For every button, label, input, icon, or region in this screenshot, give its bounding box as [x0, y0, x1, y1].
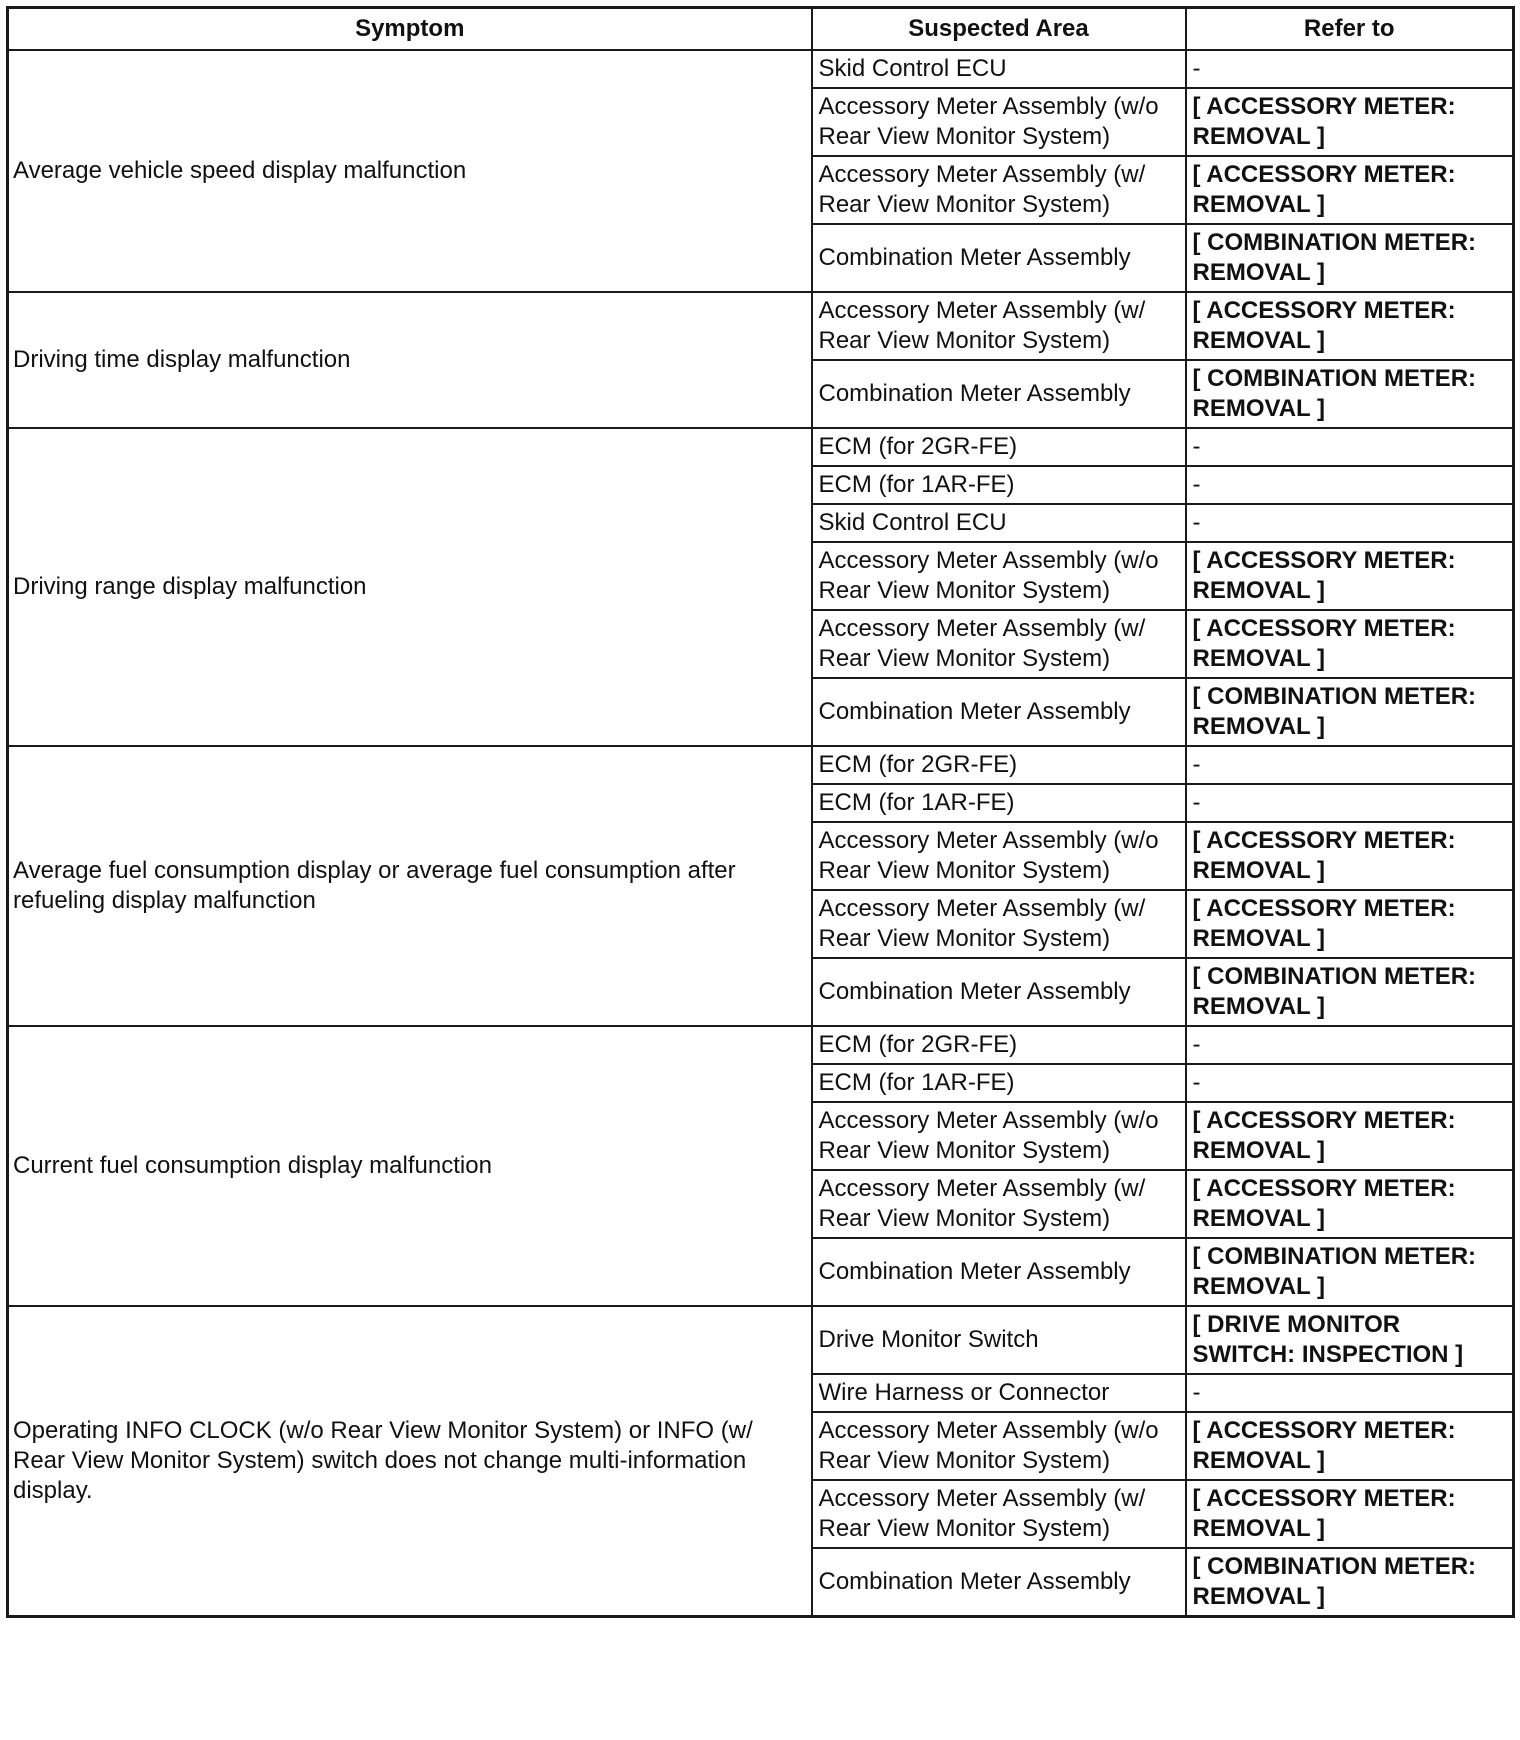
suspected-area-cell: Combination Meter Assembly — [812, 1238, 1186, 1306]
refer-to-link[interactable]: [ COMBINATION METER: REMOVAL ] — [1186, 958, 1514, 1026]
suspected-area-cell: Accessory Meter Assembly (w/ Rear View Monitor System) — [812, 1480, 1186, 1548]
suspected-area-cell: Accessory Meter Assembly (w/ Rear View Monitor System) — [812, 610, 1186, 678]
suspected-area-cell: ECM (for 2GR-FE) — [812, 746, 1186, 784]
symptom-cell: Average vehicle speed display malfunction — [8, 50, 812, 292]
refer-to-link[interactable]: [ ACCESSORY METER: REMOVAL ] — [1186, 156, 1514, 224]
refer-to-link[interactable]: [ DRIVE MONITOR SWITCH: INSPECTION ] — [1186, 1306, 1514, 1374]
refer-to-cell: - — [1186, 428, 1514, 466]
refer-to-link[interactable]: [ ACCESSORY METER: REMOVAL ] — [1186, 1102, 1514, 1170]
suspected-area-cell: ECM (for 2GR-FE) — [812, 1026, 1186, 1064]
refer-to-link[interactable]: [ COMBINATION METER: REMOVAL ] — [1186, 224, 1514, 292]
suspected-area-cell: Drive Monitor Switch — [812, 1306, 1186, 1374]
suspected-area-cell: Accessory Meter Assembly (w/ Rear View Monitor System) — [812, 156, 1186, 224]
table-row — [8, 428, 1514, 466]
refer-to-link[interactable]: [ COMBINATION METER: REMOVAL ] — [1186, 1548, 1514, 1617]
table-row — [8, 50, 1514, 88]
refer-to-link[interactable]: [ ACCESSORY METER: REMOVAL ] — [1186, 1412, 1514, 1480]
refer-to-cell: - — [1186, 784, 1514, 822]
symptom-cell: Average fuel consumption display or average fuel consumption after refueling display malfunction — [8, 746, 812, 1026]
suspected-area-cell: Accessory Meter Assembly (w/ Rear View Monitor System) — [812, 1170, 1186, 1238]
symptom-cell: Driving time display malfunction — [8, 292, 812, 428]
table-row — [8, 746, 1514, 784]
refer-to-cell: - — [1186, 50, 1514, 88]
suspected-area-cell: Combination Meter Assembly — [812, 1548, 1186, 1617]
refer-to-link[interactable]: [ ACCESSORY METER: REMOVAL ] — [1186, 1480, 1514, 1548]
diagnostic-table-container — [6, 6, 1512, 1618]
refer-to-link[interactable]: [ COMBINATION METER: REMOVAL ] — [1186, 678, 1514, 746]
symptom-cell: Current fuel consumption display malfunction — [8, 1026, 812, 1306]
suspected-area-cell: Accessory Meter Assembly (w/o Rear View Monitor System) — [812, 1102, 1186, 1170]
suspected-area-cell: Combination Meter Assembly — [812, 678, 1186, 746]
suspected-area-cell: ECM (for 1AR-FE) — [812, 1064, 1186, 1102]
refer-to-link[interactable]: [ ACCESSORY METER: REMOVAL ] — [1186, 292, 1514, 360]
suspected-area-cell: ECM (for 2GR-FE) — [812, 428, 1186, 466]
suspected-area-cell: Accessory Meter Assembly (w/o Rear View Monitor System) — [812, 1412, 1186, 1480]
header-row — [8, 8, 1514, 51]
refer-to-link[interactable]: [ COMBINATION METER: REMOVAL ] — [1186, 360, 1514, 428]
header-suspected-area: Suspected Area — [812, 8, 1186, 51]
refer-to-link[interactable]: [ ACCESSORY METER: REMOVAL ] — [1186, 88, 1514, 156]
refer-to-link[interactable]: [ ACCESSORY METER: REMOVAL ] — [1186, 542, 1514, 610]
refer-to-cell: - — [1186, 1374, 1514, 1412]
table-row — [8, 292, 1514, 360]
problem-symptoms-table — [6, 6, 1515, 1618]
suspected-area-cell: Combination Meter Assembly — [812, 224, 1186, 292]
refer-to-cell: - — [1186, 466, 1514, 504]
refer-to-cell: - — [1186, 1026, 1514, 1064]
suspected-area-cell: Wire Harness or Connector — [812, 1374, 1186, 1412]
suspected-area-cell: Accessory Meter Assembly (w/o Rear View Monitor System) — [812, 542, 1186, 610]
refer-to-cell: - — [1186, 1064, 1514, 1102]
table-row — [8, 1306, 1514, 1374]
refer-to-link[interactable]: [ ACCESSORY METER: REMOVAL ] — [1186, 890, 1514, 958]
table-row — [8, 1026, 1514, 1064]
suspected-area-cell: Accessory Meter Assembly (w/ Rear View Monitor System) — [812, 890, 1186, 958]
refer-to-link[interactable]: [ ACCESSORY METER: REMOVAL ] — [1186, 1170, 1514, 1238]
suspected-area-cell: ECM (for 1AR-FE) — [812, 784, 1186, 822]
refer-to-cell: - — [1186, 504, 1514, 542]
suspected-area-cell: Accessory Meter Assembly (w/o Rear View Monitor System) — [812, 822, 1186, 890]
refer-to-link[interactable]: [ ACCESSORY METER: REMOVAL ] — [1186, 610, 1514, 678]
table-body — [8, 50, 1514, 1617]
symptom-cell: Operating INFO CLOCK (w/o Rear View Monitor System) or INFO (w/ Rear View Monitor System) switch does not change multi-information display. — [8, 1306, 812, 1617]
refer-to-link[interactable]: [ COMBINATION METER: REMOVAL ] — [1186, 1238, 1514, 1306]
header-refer-to: Refer to — [1186, 8, 1514, 51]
symptom-cell: Driving range display malfunction — [8, 428, 812, 746]
suspected-area-cell: Combination Meter Assembly — [812, 958, 1186, 1026]
suspected-area-cell: Accessory Meter Assembly (w/o Rear View Monitor System) — [812, 88, 1186, 156]
suspected-area-cell: Skid Control ECU — [812, 504, 1186, 542]
refer-to-link[interactable]: [ ACCESSORY METER: REMOVAL ] — [1186, 822, 1514, 890]
suspected-area-cell: Accessory Meter Assembly (w/ Rear View Monitor System) — [812, 292, 1186, 360]
refer-to-cell: - — [1186, 746, 1514, 784]
suspected-area-cell: Skid Control ECU — [812, 50, 1186, 88]
suspected-area-cell: Combination Meter Assembly — [812, 360, 1186, 428]
suspected-area-cell: ECM (for 1AR-FE) — [812, 466, 1186, 504]
header-symptom: Symptom — [8, 8, 812, 51]
